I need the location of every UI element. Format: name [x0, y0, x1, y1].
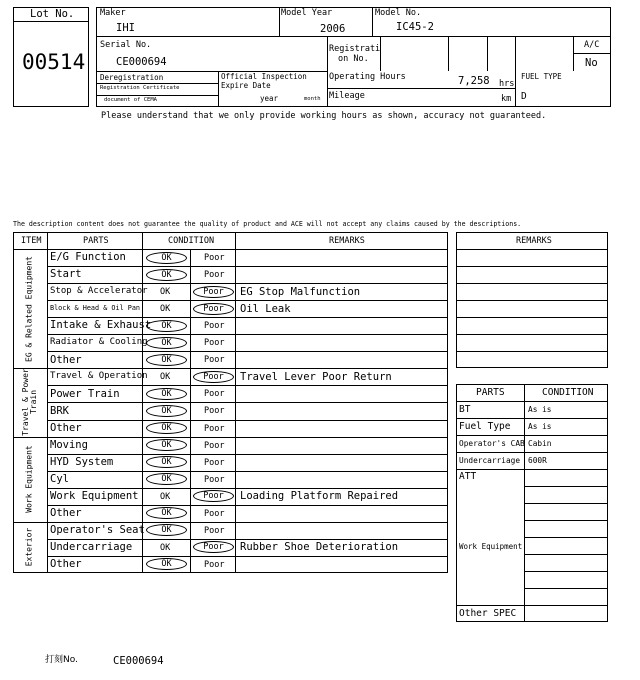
- equipment-condition-value: Cabin: [528, 439, 552, 448]
- ok-option[interactable]: OK: [146, 558, 187, 570]
- ok-option[interactable]: OK: [160, 372, 171, 383]
- group-label-line: Travel & Power: [20, 368, 30, 437]
- row-divider: [47, 539, 448, 540]
- part-name: Block & Head & Oil Pan: [50, 304, 141, 313]
- parts-row-divider: [456, 418, 608, 419]
- row-divider: [47, 402, 448, 403]
- poor-option[interactable]: Poor: [204, 355, 225, 366]
- item-header: ITEM: [21, 236, 42, 246]
- part-name: HYD System: [50, 455, 114, 468]
- ok-option[interactable]: OK: [146, 507, 187, 519]
- poor-option[interactable]: Poor: [204, 559, 225, 570]
- serial-no-label: Serial No.: [100, 40, 152, 50]
- poor-option[interactable]: Poor: [193, 490, 234, 502]
- row-divider: [47, 488, 448, 489]
- fuel-type-value: D: [521, 91, 527, 102]
- poor-option[interactable]: Poor: [204, 389, 225, 400]
- row-divider: [47, 283, 448, 284]
- part-name: Travel & Operation: [50, 371, 148, 382]
- parts-header: PARTS: [83, 236, 109, 246]
- poor-option[interactable]: Poor: [204, 406, 225, 417]
- lot-no-label: Lot No.: [30, 8, 75, 20]
- part-name: Other: [50, 421, 82, 434]
- cema-document-label: document of CEMA: [104, 97, 157, 103]
- part-name: Other: [50, 558, 82, 571]
- poor-option[interactable]: Poor: [204, 457, 225, 468]
- row-divider: [47, 556, 448, 557]
- fuel-type-label: FUEL TYPE: [521, 72, 562, 81]
- condition-cell-divider: [524, 520, 608, 521]
- equipment-part-name: Fuel Type: [459, 420, 511, 432]
- work-equipment-label: Work Equipment: [459, 542, 523, 551]
- stamp-no-label: 打刻No.: [45, 655, 78, 665]
- ok-option[interactable]: OK: [146, 354, 187, 366]
- remark-text: Travel Lever Poor Return: [240, 370, 392, 383]
- mileage-label: Mileage: [329, 91, 365, 101]
- row-divider: [47, 471, 448, 472]
- part-name: Stop & Accelerator: [50, 286, 148, 297]
- poor-option[interactable]: Poor: [204, 440, 225, 451]
- part-name: BRK: [50, 404, 69, 417]
- part-name: Power Train: [50, 387, 120, 400]
- equipment-part-name: Operator's CAB: [459, 438, 525, 448]
- group-label-line: Exterior: [24, 528, 34, 567]
- group-label: [20, 522, 40, 573]
- ok-option[interactable]: OK: [146, 439, 187, 451]
- remarks-line: [456, 334, 608, 335]
- part-name: E/G Function: [50, 251, 126, 264]
- description-disclaimer: The description content does not guarantee the quality of product and ACE will not accept any claims caused by the descriptions.: [13, 220, 522, 228]
- ac-label: A/C: [584, 40, 600, 50]
- poor-option[interactable]: Poor: [204, 270, 225, 281]
- other-spec-divider: [456, 605, 524, 606]
- remarks-line: [456, 300, 608, 301]
- part-name: Undercarriage: [50, 541, 133, 554]
- part-name: Cyl: [50, 472, 69, 485]
- right-remarks-header: REMARKS: [516, 236, 552, 246]
- ok-option[interactable]: OK: [146, 473, 187, 485]
- condition-cell-divider: [524, 503, 608, 504]
- condition-cell-divider: [524, 537, 608, 538]
- equipment-part-name: Undercarriage: [459, 455, 521, 465]
- condition-cell-divider: [524, 486, 608, 487]
- condition-cell-divider: [524, 605, 608, 606]
- row-divider: [13, 522, 448, 523]
- row-divider: [47, 266, 448, 267]
- condition-cell-divider: [524, 571, 608, 572]
- poor-option[interactable]: Poor: [204, 525, 225, 536]
- poor-option[interactable]: Poor: [204, 423, 225, 434]
- part-name: Operator's Seat: [50, 524, 145, 537]
- poor-option[interactable]: Poor: [193, 541, 234, 553]
- operating-hours-label: Operating Hours: [329, 72, 406, 82]
- year-label: year: [260, 94, 279, 103]
- row-divider: [13, 437, 448, 438]
- part-name: Start: [50, 268, 82, 281]
- remarks-line: [456, 283, 608, 284]
- ok-option[interactable]: OK: [146, 252, 187, 264]
- poor-option[interactable]: Poor: [193, 303, 234, 315]
- ok-option[interactable]: OK: [146, 269, 187, 281]
- part-name: Work Equipment: [50, 489, 139, 502]
- row-divider: [47, 505, 448, 506]
- ok-option[interactable]: OK: [146, 320, 187, 332]
- deregistration-label: Deregistration: [100, 73, 164, 82]
- parts-row-divider: [456, 452, 608, 453]
- registration-certificate-label: Registration Certificate: [100, 85, 180, 91]
- remarks-line: [456, 249, 608, 250]
- stamp-no-value: CE000694: [113, 655, 164, 667]
- condition-cell-divider: [524, 554, 608, 555]
- ok-option[interactable]: OK: [146, 388, 187, 400]
- remarks-line: [456, 317, 608, 318]
- ok-option[interactable]: OK: [146, 524, 187, 536]
- row-divider: [47, 385, 448, 386]
- equipment-condition-value: As is: [528, 422, 552, 431]
- parts-row-divider: [456, 401, 608, 402]
- group-label: [20, 368, 40, 436]
- poor-option[interactable]: Poor: [204, 508, 225, 519]
- poor-option[interactable]: Poor: [193, 371, 234, 383]
- hours-disclaimer: Please understand that we only provide working hours as shown, accuracy not guaranteed.: [101, 111, 547, 121]
- ok-option[interactable]: OK: [146, 337, 187, 349]
- ok-option[interactable]: OK: [160, 542, 171, 553]
- model-year-value: 2006: [320, 23, 346, 35]
- poor-option[interactable]: Poor: [204, 321, 225, 332]
- remarks-line: [456, 266, 608, 267]
- official-inspection-label-1: Official Inspection: [221, 72, 307, 81]
- serial-no-value: CE000694: [116, 56, 167, 68]
- row-divider: [47, 351, 448, 352]
- poor-option[interactable]: Poor: [204, 253, 225, 263]
- ok-option[interactable]: OK: [146, 422, 187, 434]
- row-divider: [47, 420, 448, 421]
- row-divider: [47, 300, 448, 301]
- equipment-condition-value: 600R: [528, 456, 547, 465]
- month-label: month: [304, 96, 321, 102]
- model-no-value: IC45-2: [396, 21, 434, 33]
- att-label: ATT: [459, 471, 477, 482]
- equipment-condition-value: As is: [528, 405, 552, 414]
- model-no-label: Model No.: [375, 8, 422, 18]
- equipment-parts-header: PARTS: [476, 387, 505, 398]
- hrs-unit: hrs: [499, 79, 515, 89]
- maker-label: Maker: [100, 8, 126, 18]
- operating-hours-value: 7,258: [458, 75, 490, 87]
- registration-label-2: on No.: [338, 54, 369, 64]
- km-unit: km: [501, 94, 512, 104]
- ok-option[interactable]: OK: [160, 491, 171, 502]
- group-label-line: EG & Related Equipment: [24, 255, 34, 362]
- ok-option[interactable]: OK: [160, 304, 171, 315]
- condition-cell-divider: [524, 588, 608, 589]
- ok-option[interactable]: OK: [160, 287, 171, 298]
- condition-header: CONDITION: [168, 236, 215, 246]
- poor-option[interactable]: Poor: [193, 286, 234, 298]
- parts-row-divider: [456, 469, 608, 470]
- registration-label-1: Registrati: [329, 44, 381, 54]
- row-divider: [47, 454, 448, 455]
- remarks-line: [456, 351, 608, 352]
- remark-text: Loading Platform Repaired: [240, 490, 399, 503]
- model-year-label: Model Year: [281, 8, 333, 18]
- group-label: [20, 437, 40, 522]
- part-name: Intake & Exhaust: [50, 319, 152, 332]
- official-inspection-label-2: Expire Date: [221, 81, 271, 90]
- equipment-part-name: BT: [459, 403, 471, 415]
- row-divider: [47, 317, 448, 318]
- parts-row-divider: [456, 435, 608, 436]
- group-label-line: Work Equipment: [24, 445, 34, 513]
- row-divider: [13, 368, 448, 369]
- row-divider: [47, 334, 448, 335]
- remark-text: EG Stop Malfunction: [240, 285, 361, 298]
- other-spec-label: Other SPEC: [459, 608, 517, 619]
- poor-option[interactable]: Poor: [204, 474, 225, 485]
- poor-option[interactable]: Poor: [204, 338, 225, 349]
- part-name: Other: [50, 353, 82, 366]
- ok-option[interactable]: OK: [146, 456, 187, 468]
- equipment-condition-header: CONDITION: [542, 387, 594, 398]
- group-label-line: Train: [29, 390, 38, 415]
- remark-text: Oil Leak: [240, 302, 291, 315]
- group-label: [20, 249, 40, 368]
- maker-value: IHI: [116, 22, 135, 34]
- remark-text: Rubber Shoe Deterioration: [240, 541, 399, 554]
- part-name: Radiator & Cooling: [50, 337, 148, 348]
- part-name: Moving: [50, 438, 88, 451]
- remarks-header: REMARKS: [329, 236, 365, 246]
- ac-value: No: [585, 57, 598, 69]
- part-name: Other: [50, 507, 82, 520]
- ok-option[interactable]: OK: [146, 405, 187, 417]
- lot-number: 00514: [22, 50, 86, 74]
